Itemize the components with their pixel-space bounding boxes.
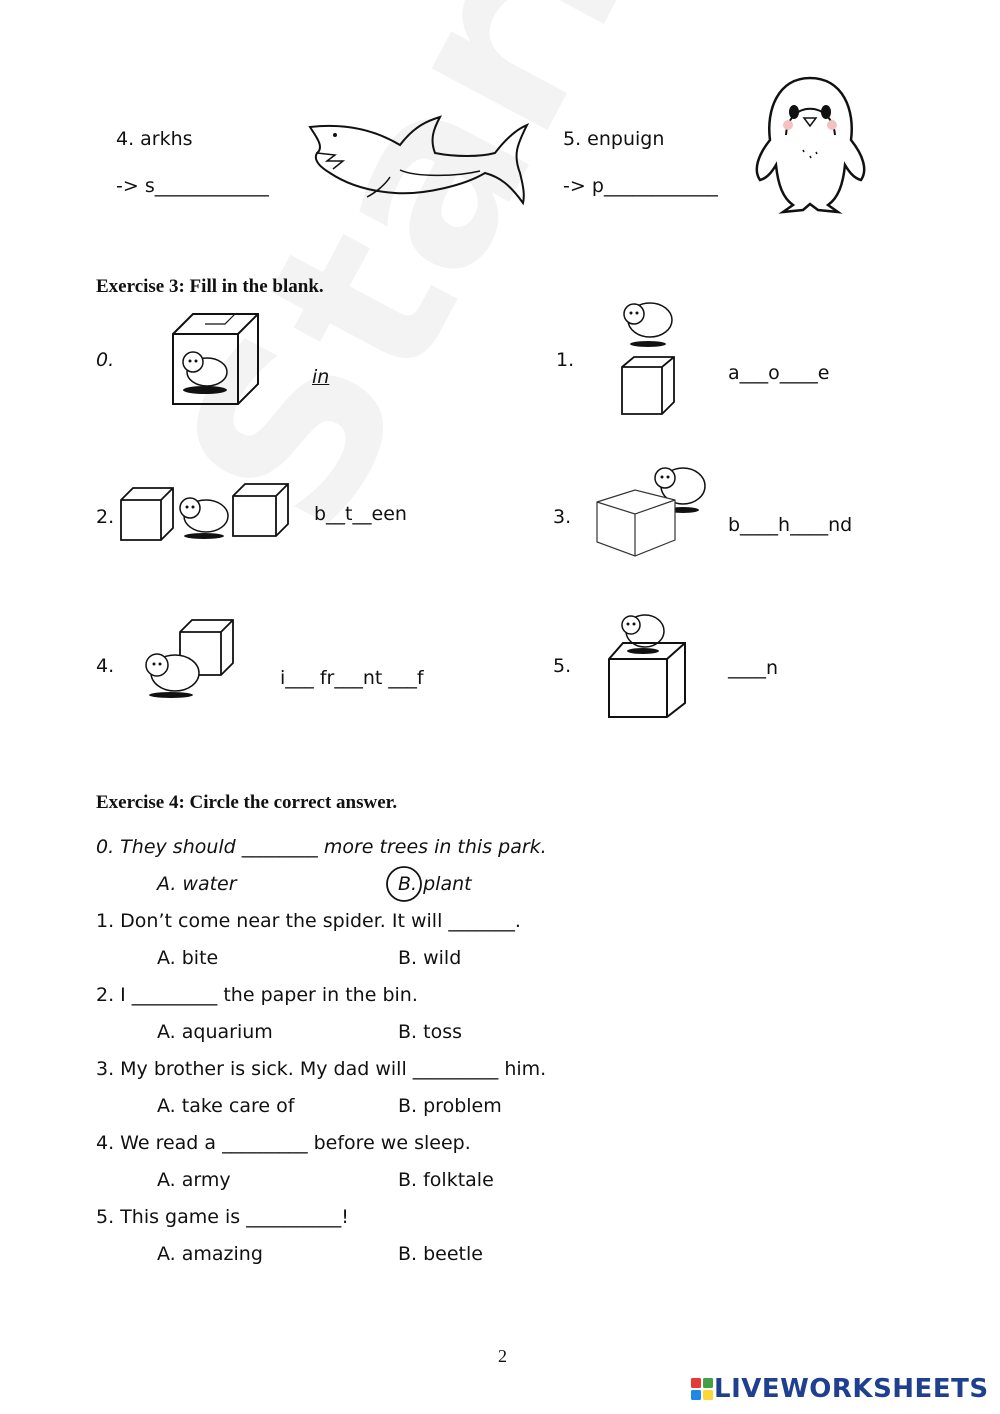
ex4-option-2a[interactable]: A. aquarium [157, 1021, 273, 1043]
penguin-picture [748, 70, 873, 220]
ex3-item-1-number: 1. [556, 349, 575, 371]
ex3-item-5-answer[interactable]: ____n [728, 657, 779, 679]
sheep-between-boxes-picture [118, 482, 293, 544]
sheep-above-box-picture [612, 292, 682, 417]
ex4-question-5: 5. This game is __________! [96, 1206, 349, 1228]
ex4-option-1b[interactable]: B. wild [398, 947, 462, 969]
ex3-item-0-number: 0. [96, 349, 115, 371]
liveworksheets-logo-icon [690, 1377, 714, 1401]
page-number: 2 [498, 1346, 507, 1366]
ex4-question-1: 1. Don’t come near the spider. It will _______. [96, 910, 521, 932]
ex4-option-3b[interactable]: B. problem [398, 1095, 502, 1117]
ex4-question-4: 4. We read a _________ before we sleep. [96, 1132, 471, 1154]
ex4-option-5b[interactable]: B. beetle [398, 1243, 483, 1265]
sheep-in-front-of-box-picture [135, 615, 240, 700]
ex3-item-3-answer[interactable]: b____h____nd [728, 514, 853, 536]
box-sheep-in-picture [165, 312, 265, 407]
ex4-question-3: 3. My brother is sick. My dad will _________ him. [96, 1058, 547, 1080]
liveworksheets-logo-text: LIVEWORKSHEETS [714, 1374, 989, 1404]
ex3-item-2-number: 2. [96, 506, 115, 528]
answer-blank-5[interactable]: -> p____________ [563, 175, 718, 197]
liveworksheets-logo[interactable] [690, 1374, 989, 1404]
ex3-item-4-number: 4. [96, 655, 115, 677]
ex3-item-2-answer[interactable]: b__t__een [314, 503, 407, 525]
answer-circle-mark [384, 864, 424, 904]
scramble-word-5: 5. enpuign [563, 128, 665, 150]
ex3-item-0-answer: in [312, 366, 330, 388]
answer-blank-4[interactable]: -> s____________ [116, 175, 269, 197]
sheep-behind-box-picture [595, 460, 710, 558]
ex3-item-3-number: 3. [553, 506, 572, 528]
ex4-question-0: 0. They should ________ more trees in this park. [96, 836, 547, 858]
exercise-3-title: Exercise 3: Fill in the blank. [96, 276, 324, 297]
ex4-option-1a[interactable]: A. bite [157, 947, 219, 969]
ex3-item-1-answer[interactable]: a___o____e [728, 362, 830, 384]
scramble-word-4: 4. arkhs [116, 128, 193, 150]
ex4-option-3a[interactable]: A. take care of [157, 1095, 295, 1117]
ex4-option-2b[interactable]: B. toss [398, 1021, 462, 1043]
ex4-option-5a[interactable]: A. amazing [157, 1243, 263, 1265]
sheep-on-box-picture [605, 605, 690, 720]
ex3-item-4-answer[interactable]: i___ fr___nt ___f [280, 667, 424, 689]
ex4-option-4b[interactable]: B. folktale [398, 1169, 494, 1191]
ex3-item-5-number: 5. [553, 655, 572, 677]
ex4-option-0a[interactable]: A. water [157, 873, 237, 895]
exercise-4-title: Exercise 4: Circle the correct answer. [96, 792, 398, 813]
ex4-option-4a[interactable]: A. army [157, 1169, 231, 1191]
ex4-option-0b[interactable]: B. plant [398, 873, 472, 895]
shark-picture [305, 115, 530, 205]
ex4-question-2: 2. I _________ the paper in the bin. [96, 984, 418, 1006]
